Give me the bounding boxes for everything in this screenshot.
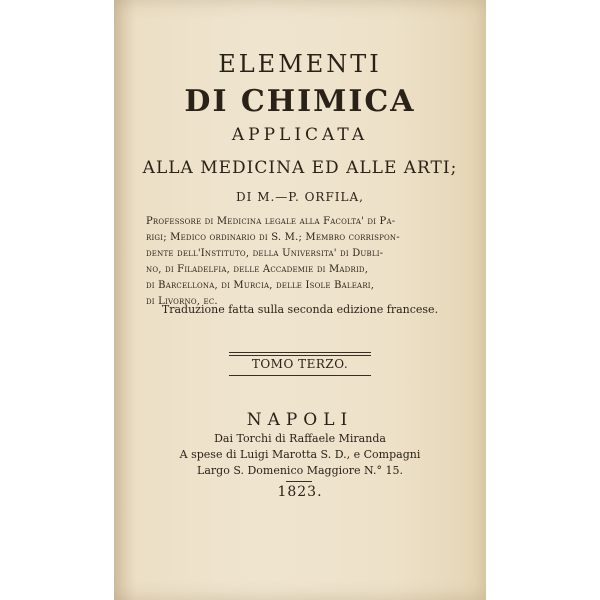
title-di-chimica: DI CHIMICA [184,84,416,119]
credential-line: di Barcellona, di Murcia, delle Isole Baleari, [146,280,375,291]
volume-rule-bottom [229,375,371,376]
imprint-year: 1823. [277,484,323,500]
imprint-address: Largo S. Domenico Maggiore N.° 15. [197,464,403,477]
credential-line: di Livorno, ec. [146,296,218,307]
imprint-printer: Dai Torchi di Raffaele Miranda [214,432,386,445]
imprint-city: NAPOLI [246,410,354,430]
author-credentials [146,214,456,310]
year-rule [286,481,312,482]
title-applicata: APPLICATA [231,125,369,145]
volume-rule-top-double [229,355,371,356]
imprint-publisher: A spese di Luigi Marotta S. D., e Compagni [179,448,421,461]
title-subtitle: ALLA MEDICINA ED ALLE ARTI; [142,158,458,178]
credential-line: rigi; Medico ordinario di S. M.; Membro corrispon- [146,232,400,243]
title-elementi: ELEMENTI [218,50,382,78]
author-line: DI M.—P. ORFILA, [236,190,364,204]
volume-label: TOMO TERZO. [251,357,349,371]
credential-line: Professore di Medicina legale alla Facolta' di Pa- [146,216,396,227]
volume-rule-top [229,352,371,353]
credential-line: no, di Filadelfia, delle Accademie di Madrid, [146,264,369,275]
credential-line: dente dell'Instituto, della Universita' di Dubli- [146,248,384,259]
translation-note: Traduzione fatta sulla seconda edizione francese. [161,303,439,316]
title-page [114,0,486,600]
